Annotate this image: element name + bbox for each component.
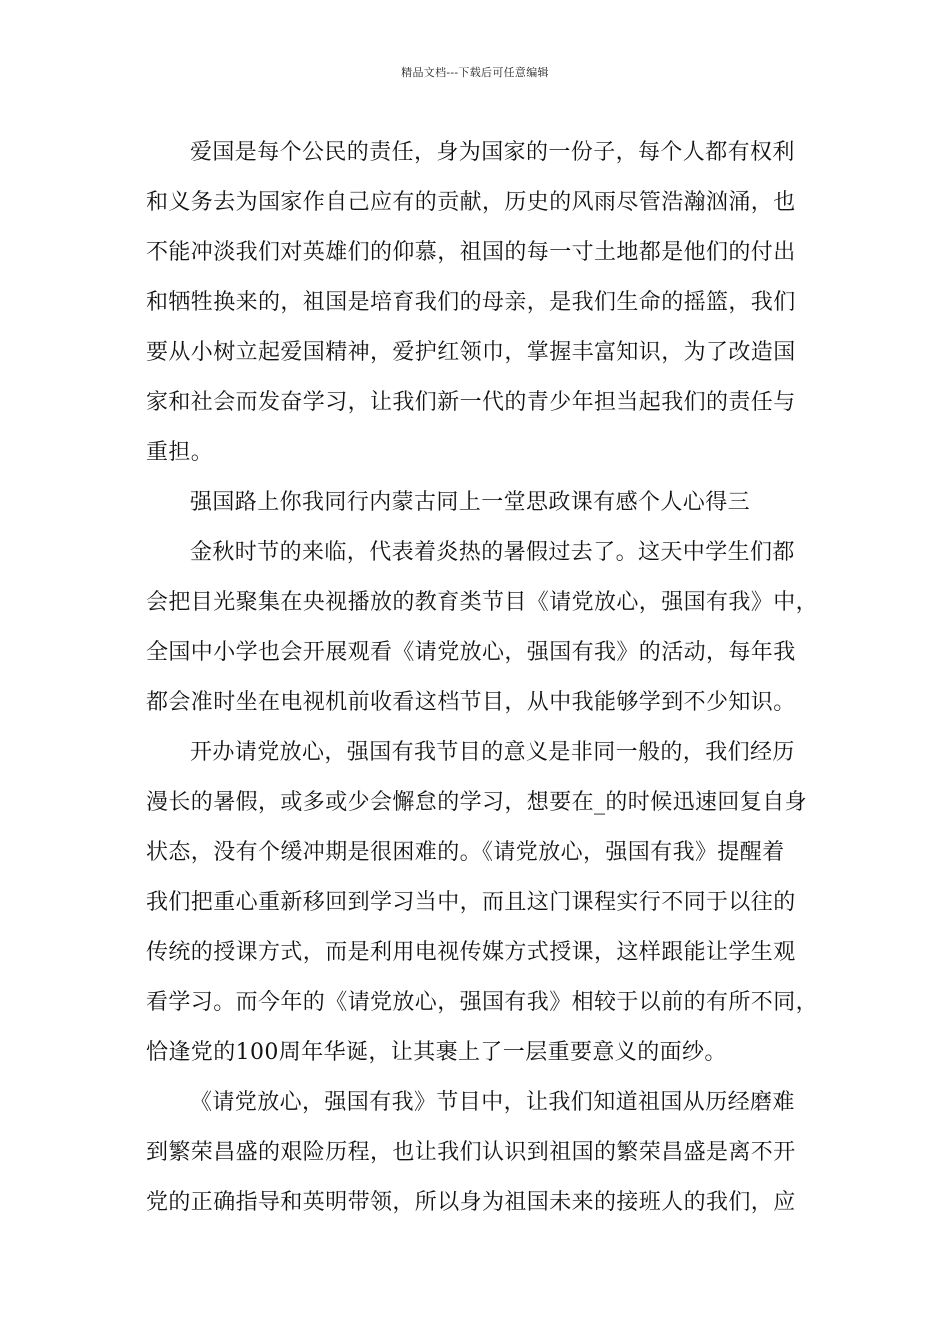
paragraph-line: 爱国是每个公民的责任，身为国家的一份子，每个人都有权利 [190,140,795,165]
paragraph-line: 家和社会而发奋学习，让我们新一代的青少年担当起我们的责任与 [146,390,796,415]
paragraph-line: 金秋时节的来临，代表着炎热的暑假过去了。这天中学生们都 [190,540,795,565]
page-header: 精品文档---下载后可任意编辑 [401,66,549,79]
paragraph-line: 会把目光聚集在央视播放的教育类节目《请党放心，强国有我》中， [146,590,819,615]
paragraph-line: 恰逢党的100周年华诞，让其裹上了一层重要意义的面纱。 [146,1040,727,1065]
paragraph-line: 到繁荣昌盛的艰险历程，也让我们认识到祖国的繁荣昌盛是离不开 [146,1140,796,1165]
paragraph-line: 我们把重心重新移回到学习当中，而且这门课程实行不同于以往的 [146,890,796,915]
paragraph-line: 都会准时坐在电视机前收看这档节目，从中我能够学到不少知识。 [146,690,796,715]
paragraph-line: 传统的授课方式，而是利用电视传媒方式授课，这样跟能让学生观 [146,940,796,965]
paragraph-line: 看学习。而今年的《请党放心，强国有我》相较于以前的有所不同， [146,990,819,1015]
paragraph-line: 要从小树立起爱国精神，爱护红领巾，掌握丰富知识，为了改造国 [146,340,796,365]
paragraph-line: 漫长的暑假，或多或少会懈怠的学习，想要在_的时候迅速回复自身 [146,790,808,815]
paragraph-line: 重担。 [146,440,214,465]
paragraph-line: 开办请党放心，强国有我节目的意义是非同一般的，我们经历 [190,740,795,765]
paragraph-line: 和牺牲换来的，祖国是培育我们的母亲，是我们生命的摇篮，我们 [146,290,796,315]
document-body [146,128,819,1228]
paragraph-line: 不能冲淡我们对英雄们的仰慕，祖国的每一寸土地都是他们的付出 [146,240,796,265]
paragraph-line: 和义务去为国家作自己应有的贡献，历史的风雨尽管浩瀚汹涌，也 [146,190,796,215]
paragraph-line: 《请党放心，强国有我》节目中，让我们知道祖国从历经磨难 [190,1090,795,1115]
section-heading: 强国路上你我同行内蒙古同上一堂思政课有感个人心得三 [190,490,751,515]
paragraph-line: 党的正确指导和英明带领，所以身为祖国未来的接班人的我们，应 [146,1190,796,1215]
paragraph-line: 全国中小学也会开展观看《请党放心，强国有我》的活动，每年我 [146,640,796,665]
paragraph-line: 状态，没有个缓冲期是很困难的。《请党放心，强国有我》提醒着 [146,840,785,865]
